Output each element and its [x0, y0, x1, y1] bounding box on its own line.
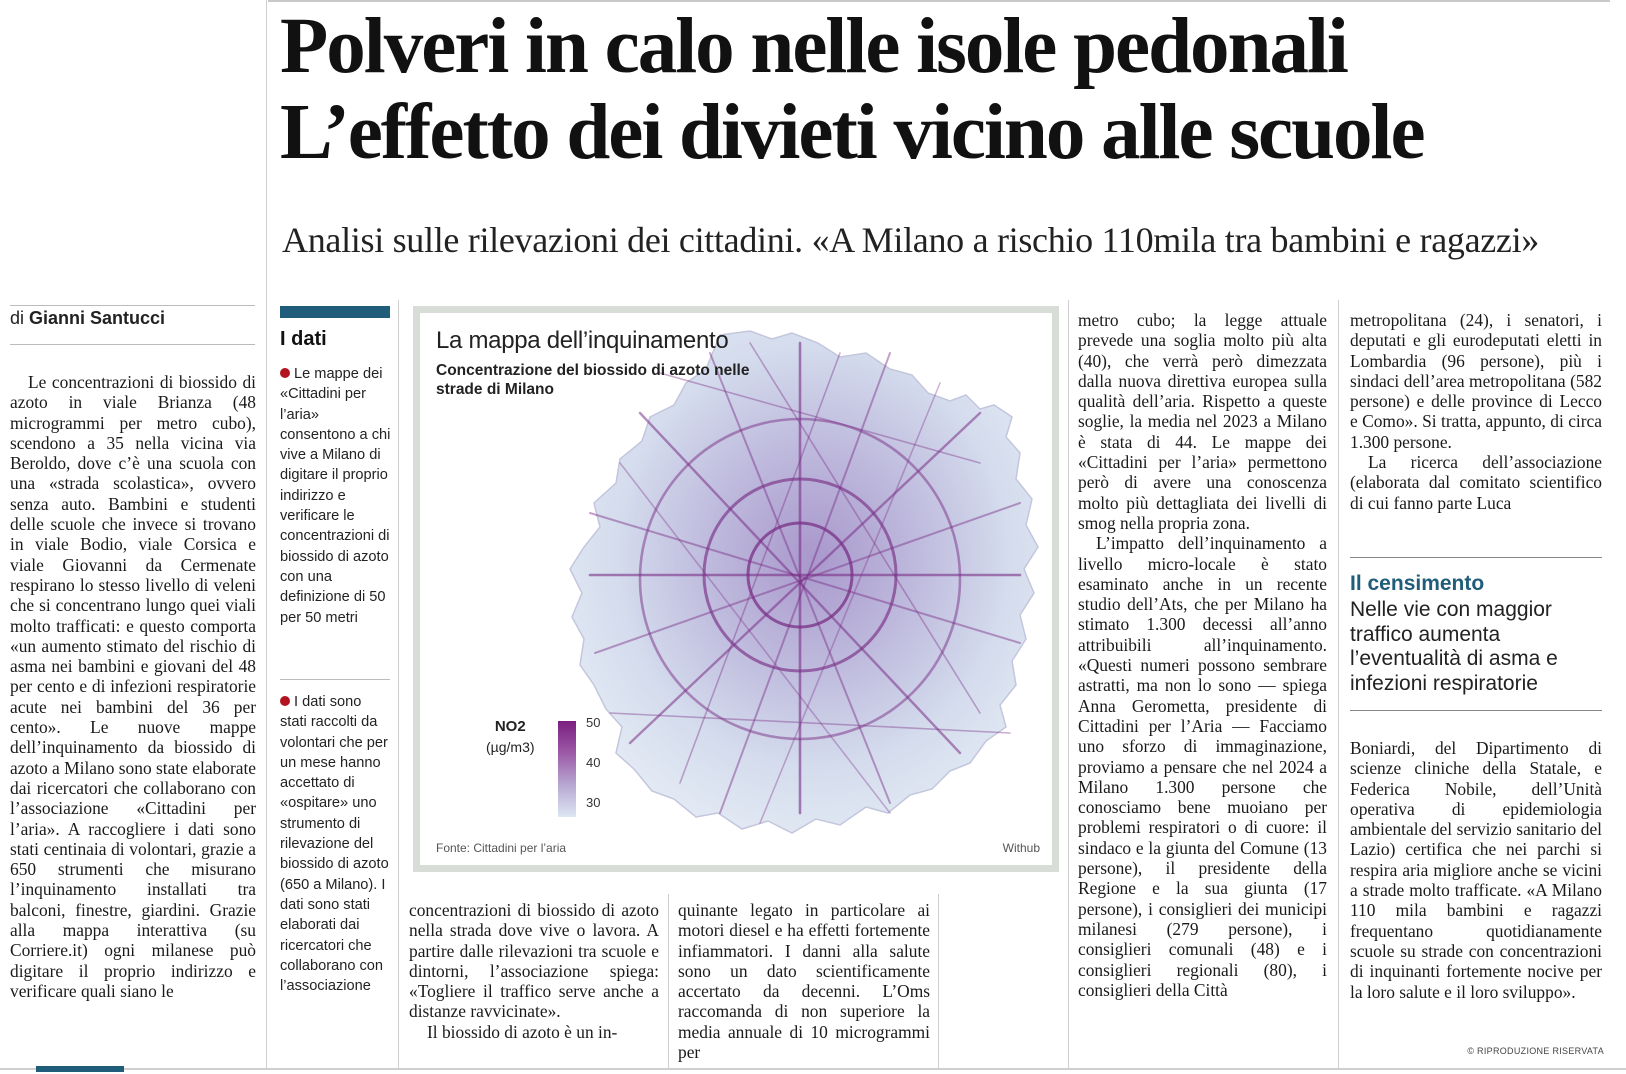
sidebar-item-2-text: I dati sono stati raccolti da volontari che per un mese hanno accettato di «ospitare» uno strumento di rilevazione del biossido di azoto (650 a Milano). I dati sono stati elaborati dai ricercatori che collaborano con l’associazione [280, 694, 389, 995]
column-divider [668, 894, 669, 1070]
bottom-accent-tab [36, 1066, 124, 1072]
legend-color-scale [558, 721, 576, 817]
column-divider [266, 300, 267, 1070]
legend-pollutant: NO2 [494, 718, 526, 735]
bullet-dot-icon [280, 696, 290, 706]
subheadline: Analisi sulle rilevazioni dei cittadini. «A Milano a rischio 110mila tra bambini e ragazzi» [282, 220, 1540, 260]
header-divider [266, 0, 267, 300]
callout-text: Nelle vie con maggior traffico aumenta l’eventualità di asma e infezioni respiratorie [1350, 598, 1558, 695]
byline-author: Gianni Santucci [29, 308, 166, 328]
article-paragraph: metropolitana (24), i senatori, i deputati e gli eurodeputati eletti in Lombardia (96 persone), più i sindaci dell’area metropolitana (582 persone) e delle province di Lecco e Como». Si tratta, appunto, di circa 1.300 persone. [1350, 310, 1602, 452]
article-column-4 [678, 900, 930, 1062]
byline [10, 308, 165, 329]
callout-rule-bottom [1350, 710, 1602, 711]
legend-tick: 40 [586, 755, 601, 770]
article-column-3 [409, 900, 659, 1042]
sidebar-accent-bar [280, 306, 390, 318]
article-paragraph: quinante legato in particolare ai motori diesel e ha effetti fortemente infiammatori. I danni alla salute sono un dato scientificamente accertato da decenni. L’Oms raccomanda di non superiore la media annuale di 10 microgrammi per [678, 900, 930, 1063]
sidebar-separator [280, 679, 390, 680]
pollution-map-figure [413, 306, 1059, 872]
sidebar-title: I dati [280, 328, 327, 350]
article-column-1 [10, 372, 256, 1001]
article-paragraph: Il biossido di azoto è un in- [427, 1021, 618, 1042]
legend-unit: (µg/m3) [486, 739, 535, 755]
top-rule [268, 0, 1610, 2]
byline-rule-top [10, 305, 255, 306]
byline-rule-bottom [10, 344, 255, 345]
article-paragraph: concentrazioni di biossido di azoto nella strada dove vive o lavora. A partire dalle rilevazioni tra scuole e dintorni, l’associazione spiega: «Togliere il traffico serve anche a distanze ravvicinate». [409, 900, 659, 1022]
article-column-5 [1078, 310, 1327, 1000]
article-paragraph: metro cubo; la legge attuale prevede una soglia molto più alta (40), che verrà però dimezzata dalla nuova direttiva europea sulla qualità dell’aria. Rispetto a queste soglie, la media nel 2023 a Milano è stata di 44. Le mappe dei «Cittadini per l’aria» permettono però di avere una conoscenza molto più dettagliata dei livelli di smog nella propria zona. [1078, 310, 1327, 533]
column-divider [398, 300, 399, 1070]
sidebar-item-1-text: Le mappe dei «Cittadini per l’aria» consentono a chi vive a Milano di digitare il proprio indirizzo e verificare le concentrazioni di biossido di azoto con una definizione di 50 per 50 metri [280, 366, 391, 626]
legend-label [486, 717, 535, 757]
map-title: La mappa dell’inquinamento [436, 327, 729, 354]
article-paragraph: Boniardi, del Dipartimento di scienze cliniche della Statale, e Federica Nobile, dell’Unità operativa di epidemiologia ambientale del servizio sanitario del Lazio) certifica che nei parchi si respira aria migliore anche se vicini a strade molto trafficate. «A Milano 110 mila bambini e ragazzi frequentano quotidianamente scuole su strade con concentrazioni di inquinanti fortemente nocive per la loro salute e il loro sviluppo». [1350, 738, 1602, 1002]
map-source: Fonte: Cittadini per l’aria [436, 841, 567, 855]
copyright-notice: © RIPRODUZIONE RISERVATA [1467, 1046, 1604, 1056]
article-column-6-continued [1350, 738, 1602, 1002]
headline-line-1: Polveri in calo nelle isole pedonali [280, 3, 1347, 90]
callout-title: Il censimento [1350, 572, 1485, 595]
article-paragraph: Le concentrazioni di biossido di azoto in viale Brianza (48 microgrammi per metro cubo), scendono a 35 nella vicina via Beroldo, dove c’è una scuola con una «strada scolastica», ovvero senza auto. Bambini e studenti delle scuole che invece si trovano in viale Bodio, viale Corsica e viale Giovanni da Cermenate respirano lo stesso livello di veleni che si concentrano lungo quei viali molto trafficati: e questo comporta «un aumento stimato del rischio di asma nei bambini e giovani del 48 per cento e di infezioni respiratorie acute nei bambini del 36 per cento». Le nuove mappe dell’inquinamento da biossido di azoto a Milano sono state elaborate dai ricercatori che collaborano con l’associazione «Cittadini per l’aria». A raccogliere i dati sono stati centinaia di volontari, grazie a 650 strumenti che misurano l’inquinamento installati tra balconi, finestre, giardini. Grazie alla mappa interattiva (su Corriere.it) ogni milanese può digitare il proprio indirizzo e verificare quali siano le [10, 372, 256, 1001]
headline [280, 4, 1620, 176]
bullet-dot-icon [280, 368, 290, 378]
column-divider [1068, 300, 1069, 1070]
bottom-rule [0, 1068, 1626, 1070]
column-divider [1338, 300, 1339, 1070]
article-paragraph: La ricerca dell’associazione (elaborata dal comitato scientifico di cui fanno parte Luca [1350, 452, 1602, 513]
sidebar-item-2 [280, 692, 392, 996]
column-divider [938, 894, 939, 1070]
map-credit: Withub [1002, 841, 1040, 855]
byline-prefix: di [10, 308, 25, 328]
article-paragraph: L’impatto dell’inquinamento a livello micro-locale è stato esaminato anche in un recente studio dell’Ats, che per Milano ha stimato 1.300 decessi all’anno attribuibili all’inquinamento. «Questi numeri possono sembrare astratti, ma non lo sono — spiega Anna Gerometta, presidente di Cittadini per l’Aria — Facciamo uno sforzo di immaginazione, proviamo a pensare che nel 2024 a Milano 1.300 persone che conosciamo bene muoiano per problemi respiratori o di cuore: il sindaco e la giunta del Comune (13 persone), il presidente della Regione e la sua giunta (17 persone), i consiglieri dei municipi milanesi (279 persone), i consiglieri comunali (48) e i consiglieri regionali (80), i consiglieri della Città [1078, 533, 1327, 1000]
article-column-6 [1350, 310, 1602, 513]
legend-tick: 30 [586, 795, 601, 810]
map-subtitle: Concentrazione del biossido di azoto nelle strade di Milano [436, 362, 750, 398]
callout-rule-top [1350, 557, 1602, 558]
headline-line-2: L’effetto dei divieti vicino alle scuole [280, 89, 1424, 176]
sidebar-item-1 [280, 364, 392, 628]
legend-tick: 50 [586, 715, 601, 730]
